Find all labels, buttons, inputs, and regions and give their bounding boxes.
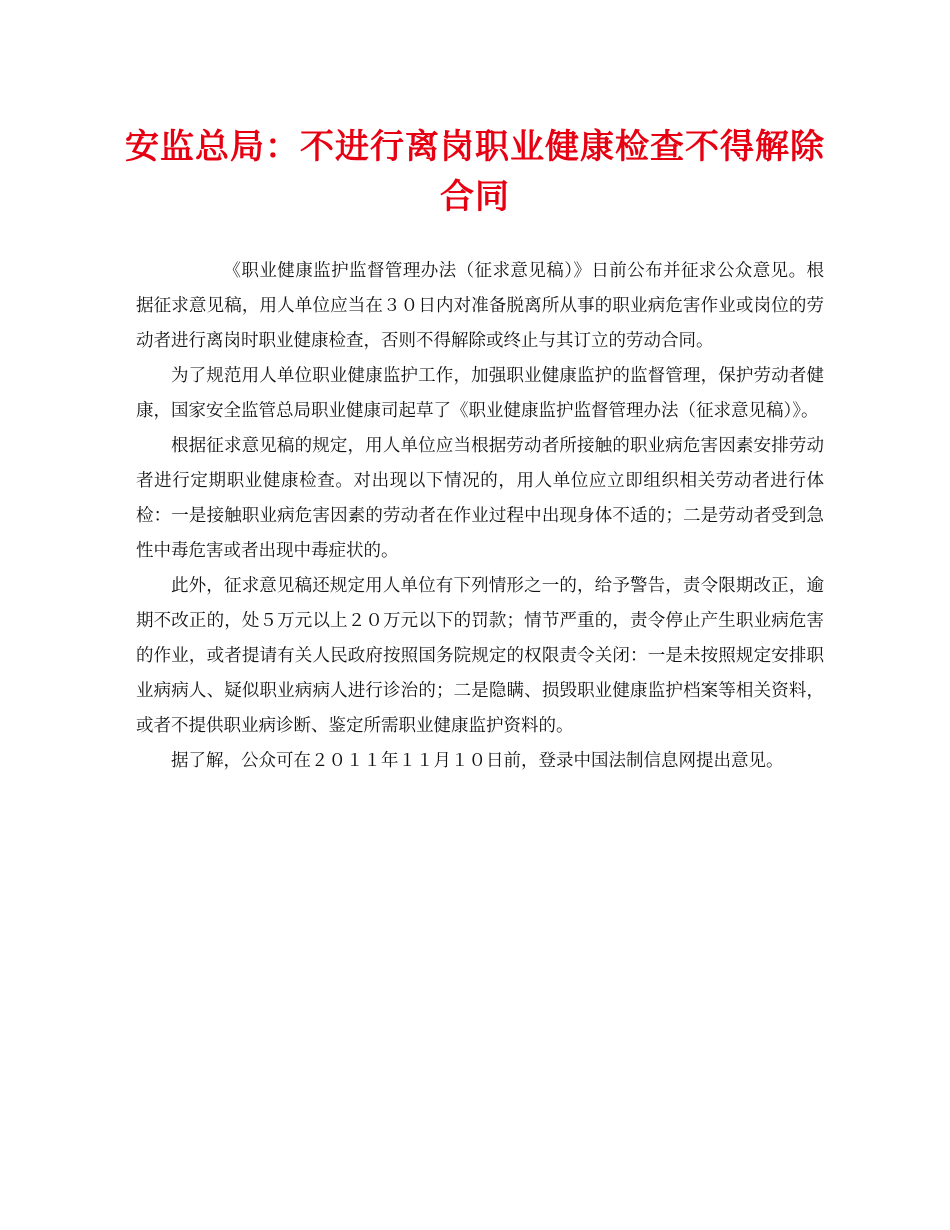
paragraph-2: 为了规范用人单位职业健康监护工作，加强职业健康监护的监督管理，保护劳动者健康，国家安全监管总局职业健康司起草了《职业健康监护监督管理办法（征求意见稿）》。: [136, 366, 824, 421]
paragraph-1: 《职业健康监护监督管理办法（征求意见稿）》日前公布并征求公众意见。根据征求意见稿，用人单位应当在３０日内对准备脱离所从事的职业病危害作业或岗位的劳动者进行离岗时职业健康检查，否则不得解除或终止与其订立的劳动合同。: [136, 261, 824, 351]
paragraph-4: 此外，征求意见稿还规定用人单位有下列情形之一的，给予警告，责令限期改正，逾期不改正的，处５万元以上２０万元以下的罚款；情节严重的，责令停止产生职业病危害的作业，或者提请有关人民政府按照国务院规定的权限责令关闭：一是未按照规定安排职业病病人、疑似职业病病人进行诊治的；二是隐瞒、损毁职业健康监护档案等相关资料，或者不提供职业病诊断、鉴定所需职业健康监护资料的。: [136, 576, 824, 736]
document-title: 安监总局：不进行离岗职业健康检查不得解除合同: [125, 127, 825, 217]
document-body: [136, 254, 824, 779]
paragraph-5: 据了解，公众可在２０１１年１１月１０日前，登录中国法制信息网提出意见。: [171, 751, 784, 771]
paragraph-3: 根据征求意见稿的规定，用人单位应当根据劳动者所接触的职业病危害因素安排劳动者进行定期职业健康检查。对出现以下情况的，用人单位应立即组织相关劳动者进行体检：一是接触职业病危害因素的劳动者在作业过程中出现身体不适的；二是劳动者受到急性中毒危害或者出现中毒症状的。: [136, 436, 824, 561]
